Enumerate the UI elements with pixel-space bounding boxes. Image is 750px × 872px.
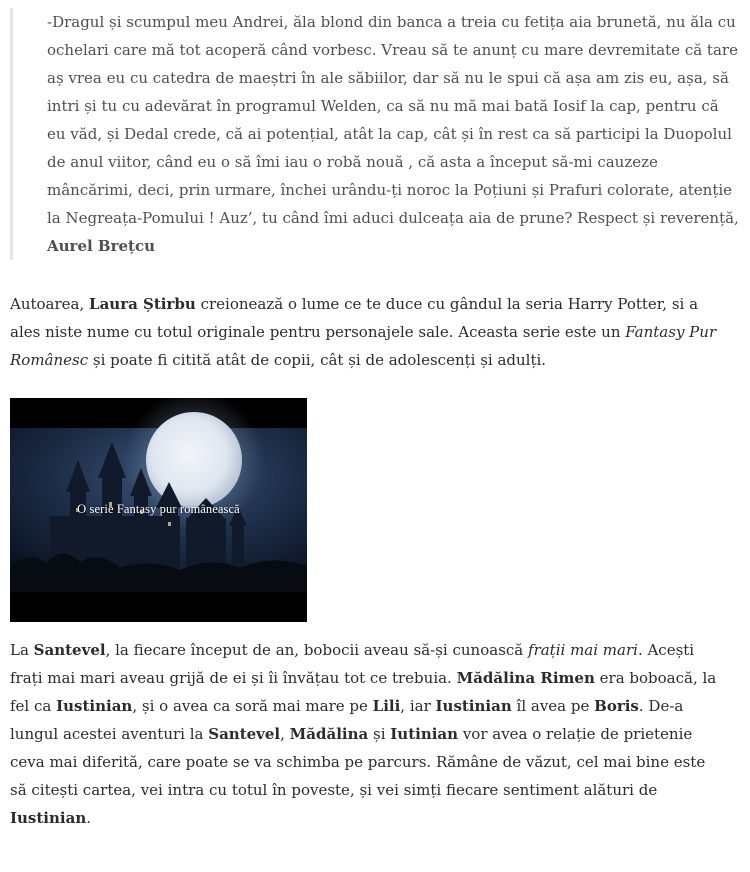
text-run: era boboacă, la fel ca: [10, 669, 717, 715]
text-run: -Dragul și scumpul meu Andrei, ăla blond din banca a treia cu fetița aia brunetă, nu ăla cu ochelari care mă tot acoperă când vorbesc. Vreau să te anunț cu mare devremitate că tare aș vrea eu cu catedra de maeștri în ale săbiilor, dar să nu le spui că așa am zis eu, așa, să intri și tu cu adevărat în programul Welden, ca să nu mă mai bată Iosif la cap, pentru că eu văd, și Dedal crede, că ai potențial, atât la cap, cât și în rest ca să participi la Duopolul de anul viitor, când eu o să îmi iau o robă nouă , că asta a început să-mi cauzeze mâncărimi, deci, prin urmare, închei urându-ți noroc la Poțiuni și Prafuri colorate, atenție la Negreața-Pomului ! Auz’, tu când îmi aduci dulceața aia de prune? Respect și reverență,: [47, 13, 739, 227]
text-run: , și o avea ca soră mai mare pe: [132, 697, 373, 715]
bold-name: Iustinian: [10, 809, 87, 827]
bold-name: Boris: [594, 697, 639, 715]
quote-block: [10, 8, 740, 260]
text-run: vor avea o relație de prietenie ceva mai diferită, care poate se va schimba pe parcurs. Rămâne de văzut, cel mai bine este să citești cartea, vei intra cu totul în poveste, și vei simți fiecare sentiment alături de: [10, 725, 706, 799]
bold-name: Mădălina Rimen: [456, 669, 595, 687]
video-caption: O serie Fantasy pur românească: [77, 502, 240, 516]
text-run: Autoarea,: [10, 295, 90, 313]
bold-name: Iutinian: [390, 725, 459, 743]
italic-phrase: Fantasy Pur Românesc: [10, 323, 717, 369]
text-run: . Acești frați mai mari aveau grijă de ei și îi învățau tot ce trebuia.: [10, 641, 695, 687]
italic-phrase: frații mai mari: [528, 641, 638, 659]
bold-name: Laura Știrbu: [89, 295, 196, 313]
text-run: , iar: [400, 697, 436, 715]
bold-name: Santevel: [208, 725, 281, 743]
bold-name: Iustinian: [56, 697, 133, 715]
bold-name: Aurel Brețcu: [47, 237, 156, 255]
text-run: creionează o lume ce te duce cu gândul la seria Harry Potter, si a ales niste nume cu totul originale pentru personajele sale. Aceasta serie este un: [10, 295, 699, 341]
bold-name: Lili: [372, 697, 401, 715]
text-run: La: [10, 641, 34, 659]
moon: [146, 412, 242, 508]
text-run: și: [368, 725, 391, 743]
text-run: îl avea pe: [511, 697, 595, 715]
bold-name: Mădălina: [289, 725, 369, 743]
text-run: .: [86, 809, 92, 827]
video-embed[interactable]: [10, 398, 307, 622]
text-run: și poate fi citită atât de copii, cât și de adolescenți și adulți.: [88, 351, 547, 369]
bold-name: Santevel: [33, 641, 106, 659]
text-run: , la fiecare început de an, bobocii aveau să-și cunoască: [105, 641, 529, 659]
bold-name: Iustinian: [435, 697, 512, 715]
quote-text: [47, 8, 740, 260]
text-run: . De-a lungul acestei aventuri la: [10, 697, 684, 743]
text-run: ,: [280, 725, 290, 743]
story-paragraph: [10, 636, 722, 832]
intro-paragraph: [10, 290, 722, 374]
